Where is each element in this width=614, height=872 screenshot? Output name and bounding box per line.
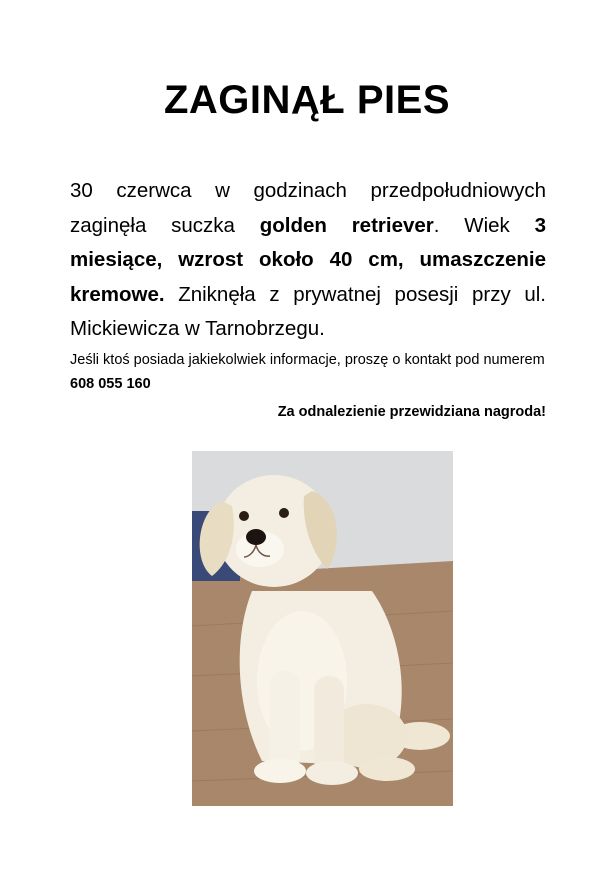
reward-notice: Za odnalezienie przewidziana nagroda! <box>277 404 546 420</box>
description-intro: 30 czerwca w godzinach przedpołudniowych zaginęła suczka <box>70 179 546 237</box>
puppy-eye-left <box>239 511 249 521</box>
puppy-eye-right <box>279 508 289 518</box>
puppy-illustration <box>192 451 453 806</box>
dog-photo <box>192 451 453 806</box>
dog-description <box>70 174 546 347</box>
contact-text: Jeśli ktoś posiada jakiekolwiek informacje, proszę o kontakt pod numerem <box>70 352 545 368</box>
description-location: Zniknęła z prywatnej posesji przy ul. Mickiewicza w Tarnobrzegu. <box>70 282 546 340</box>
contact-info <box>70 348 546 396</box>
description-age-label: . Wiek <box>433 213 535 237</box>
phone-number: 608 055 160 <box>70 376 151 392</box>
dog-breed: golden retriever <box>259 213 434 237</box>
puppy-nose <box>246 529 266 545</box>
poster-title: ZAGINĄŁ PIES <box>163 78 451 122</box>
dog-details: 3 miesiące, wzrost około 40 cm, umaszczenie kremowe. <box>70 213 546 306</box>
